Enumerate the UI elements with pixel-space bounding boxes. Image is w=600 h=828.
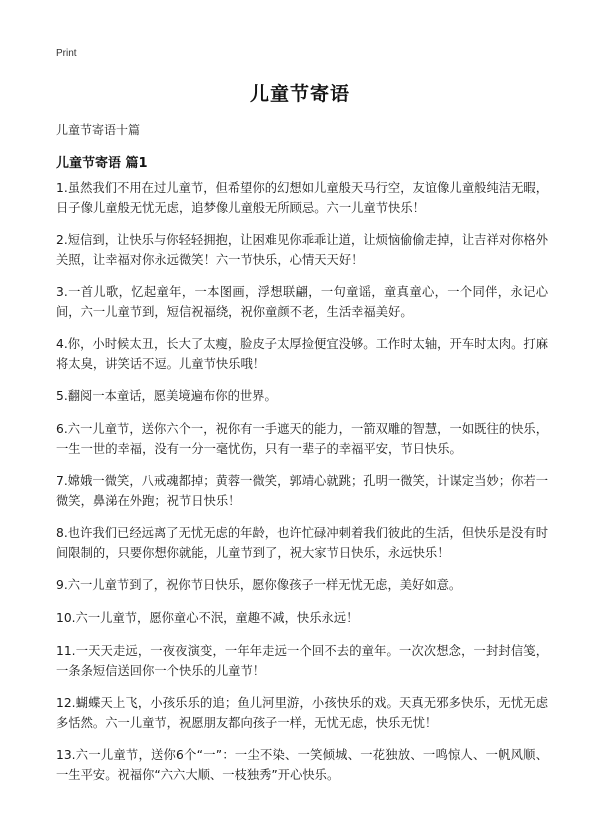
paragraph-8: 8.也许我们已经远离了无忧无虑的年龄，也许忙碌冲刺着我们彼此的生活，但快乐是没有时间限制的，只要你想你就能，儿童节到了，祝大家节日快乐，永远快乐！	[56, 526, 548, 560]
section-heading: 儿童节寄语 篇1	[56, 156, 148, 171]
paragraph-list	[56, 178, 548, 797]
paragraph-9: 9.六一儿童节到了，祝你节日快乐，愿你像孩子一样无忧无虑，美好如意。	[56, 578, 462, 592]
paragraph-1: 1.虽然我们不用在过儿童节，但希望你的幻想如儿童般天马行空，友谊像儿童般纯洁无暇，日子像儿童般无忧无虑，追梦像儿童般无所顾忌。六一儿童节快乐！	[56, 181, 548, 215]
paragraph-4: 4.你，小时候太丑，长大了太瘦，脸皮子太厚捡便宜没够。工作时太轴，开车时太肉。打麻将太臭，讲笑话不逗。儿童节快乐哦！	[56, 337, 548, 371]
paragraph-13: 13.六一儿童节，送你6个“一”：一尘不染、一笑倾城、一花独放、一鸣惊人、一帆风顺、一生平安。祝福你“六六大顺、一枝独秀”开心快乐。	[56, 748, 548, 782]
print-link[interactable]: Print	[56, 48, 77, 59]
paragraph-5: 5.翻阅一本童话，愿美境遍布你的世界。	[56, 389, 277, 403]
paragraph-2: 2.短信到，让快乐与你轻轻拥抱，让困难见你乖乖让道，让烦恼偷偷走掉，让吉祥对你格外关照，让幸福对你永远微笑！六一节快乐，心情天天好！	[56, 233, 548, 267]
page-title: 儿童节寄语	[249, 83, 350, 105]
paragraph-3: 3.一首儿歌，忆起童年，一本图画，浮想联翩，一句童谣，童真童心，一个同伴，永记心间，六一儿童节到，短信祝福绕，祝你童颜不老，生活幸福美好。	[56, 285, 548, 319]
paragraph-12: 12.蝴蝶天上飞，小孩乐乐的追；鱼儿河里游，小孩快乐的戏。天真无邪多快乐，无忧无虑多恬然。六一儿童节，祝愿朋友都向孩子一样，无忧无虑，快乐无忧！	[56, 696, 548, 730]
paragraph-7: 7.嫦娥一微笑，八戒魂都掉；黄蓉一微笑，郭靖心就跳；孔明一微笑，计谋定当妙；你若一微笑，鼻涕在外跑；祝节日快乐！	[56, 474, 548, 508]
paragraph-10: 10.六一儿童节，愿你童心不泯，童趣不减，快乐永远！	[56, 611, 359, 625]
paragraph-11: 11.一天天走远，一夜夜演变，一年年走远一个回不去的童年。一次次想念，一封封信笺，一条条短信送回你一个快乐的儿童节！	[56, 644, 548, 678]
paragraph-6: 6.六一儿童节，送你六个一，祝你有一手遮天的能力，一箭双雕的智慧，一如既往的快乐，一生一世的幸福，没有一分一毫忧伤，只有一辈子的幸福平安，节日快乐。	[56, 422, 548, 456]
document-subtitle: 儿童节寄语十篇	[56, 123, 141, 137]
